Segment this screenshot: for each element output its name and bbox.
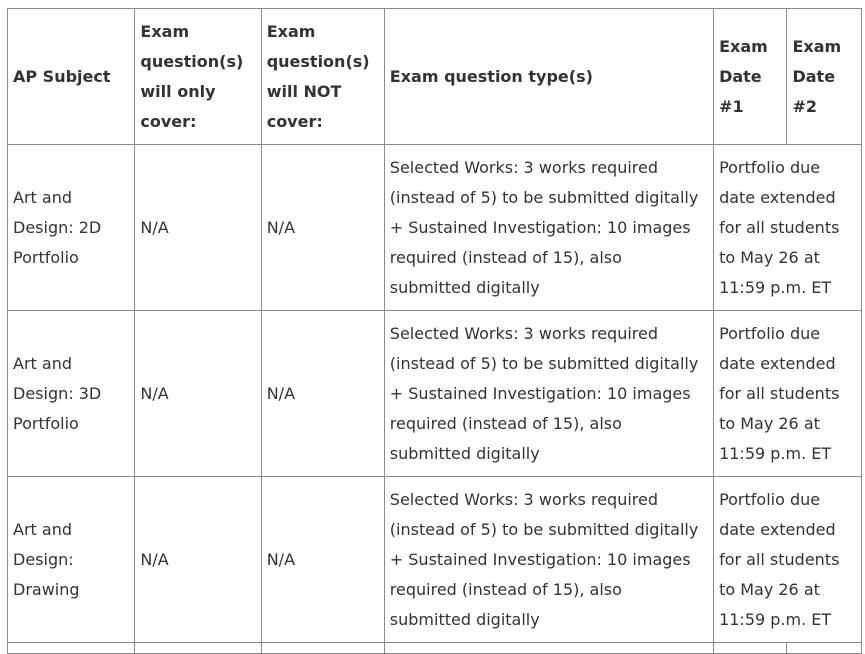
cell-question-types: Selected Works: 3 works required (instead of 5) to be submitted digitally + Sustained Investigation: 10 images required (instead of 15), also submitted digitally xyxy=(384,145,713,311)
cell-subject: Art and Design: 3D Portfolio xyxy=(8,311,135,477)
ap-exam-table xyxy=(7,8,862,654)
header-only-cover: Exam question(s) will only cover: xyxy=(135,9,261,145)
header-row xyxy=(8,9,862,145)
cell-subject: Art and Design: Drawing xyxy=(8,477,135,643)
cell-exam-date: Portfolio due date extended for all students to May 26 at 11:59 p.m. ET xyxy=(714,311,862,477)
cell-exam-date: Portfolio due date extended for all students to May 26 at 11:59 p.m. ET xyxy=(714,145,862,311)
header-question-types: Exam question type(s) xyxy=(384,9,713,145)
header-exam-date-1: Exam Date #1 xyxy=(714,9,787,145)
cell-exam-date: Portfolio due date extended for all students to May 26 at 11:59 p.m. ET xyxy=(714,477,862,643)
cell-question-types: Selected Works: 3 works required (instead of 5) to be submitted digitally + Sustained Investigation: 10 images required (instead of 15), also submitted digitally xyxy=(384,477,713,643)
header-ap-subject: AP Subject xyxy=(8,9,135,145)
table-row xyxy=(8,477,862,643)
cell-only-cover: N/A xyxy=(135,311,261,477)
cell-only-cover: N/A xyxy=(135,145,261,311)
cell-only-cover: N/A xyxy=(135,477,261,643)
header-exam-date-2: Exam Date #2 xyxy=(787,9,862,145)
table-row xyxy=(8,311,862,477)
table-row xyxy=(8,145,862,311)
cell-not-cover: N/A xyxy=(261,477,384,643)
cell-subject: Art and Design: 2D Portfolio xyxy=(8,145,135,311)
cell-question-types: Selected Works: 3 works required (instead of 5) to be submitted digitally + Sustained Investigation: 10 images required (instead of 15), also submitted digitally xyxy=(384,311,713,477)
cell-not-cover: N/A xyxy=(261,311,384,477)
header-not-cover: Exam question(s) will NOT cover: xyxy=(261,9,384,145)
cell-not-cover: N/A xyxy=(261,145,384,311)
